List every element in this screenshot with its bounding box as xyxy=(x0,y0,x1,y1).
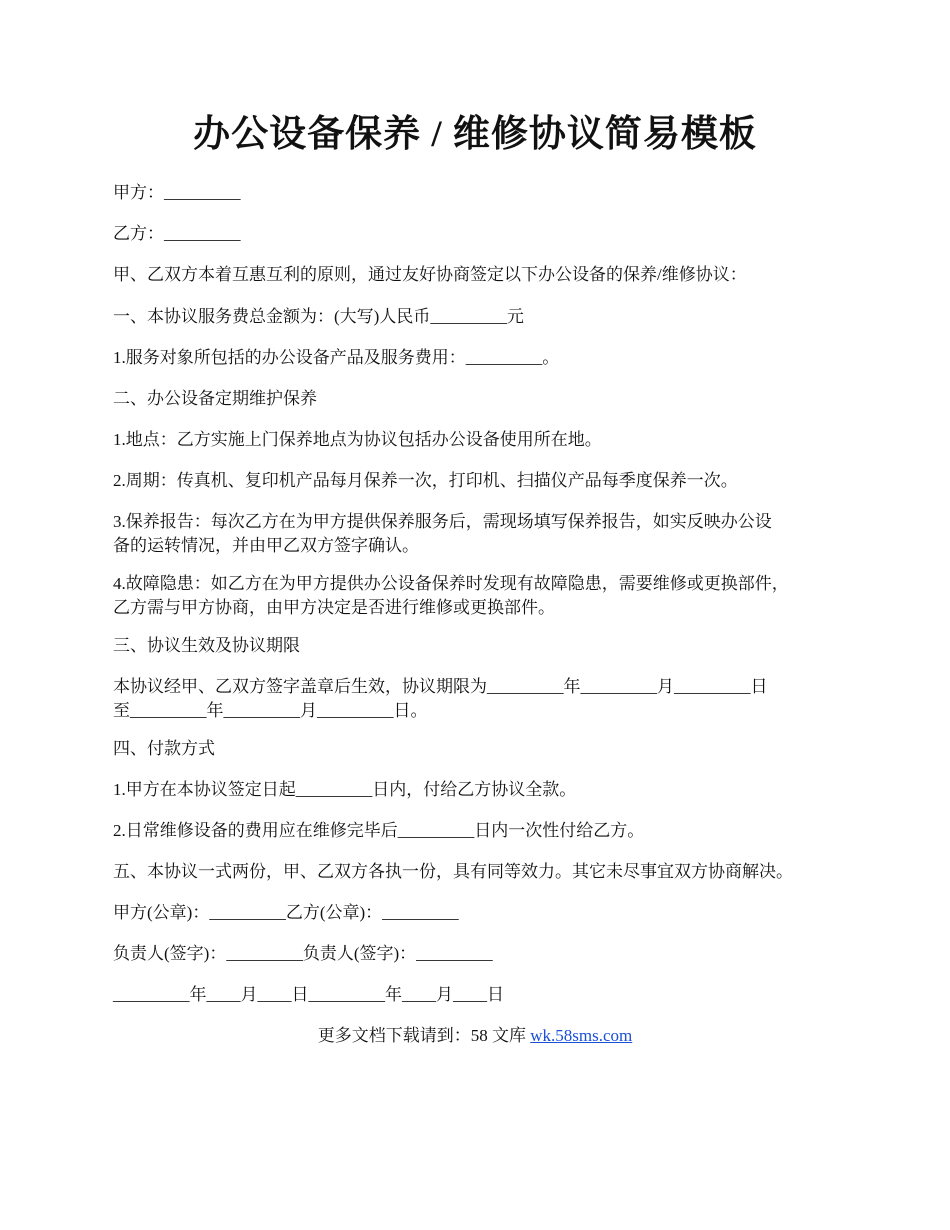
term-line-2: 至_________年_________月_________日。 xyxy=(113,701,428,720)
clause-4-2: 2.日常维修设备的费用应在维修完毕后_________日内一次性付给乙方。 xyxy=(113,821,645,840)
section-1-heading: 一、本协议服务费总金额为：(大写)人民币_________元 xyxy=(113,307,524,326)
date-line: _________年____月____日_________年____月____日 xyxy=(113,985,504,1004)
term-line-1: 本协议经甲、乙双方签字盖章后生效，协议期限为_________年_________月_________日 xyxy=(113,677,768,696)
clause-1-1: 1.服务对象所包括的办公设备产品及服务费用：_________。 xyxy=(113,348,560,367)
clause-2-3-line-2: 备的运转情况，并由甲乙双方签字确认。 xyxy=(113,536,419,555)
section-3-heading: 三、协议生效及协议期限 xyxy=(113,636,300,655)
section-5-paragraph: 五、本协议一式两份，甲、乙双方各执一份，具有同等效力。其它未尽事宜双方协商解决。 xyxy=(113,862,793,881)
party-b-line: 乙方：_________ xyxy=(113,224,241,243)
intro-paragraph: 甲、乙双方本着互惠互利的原则，通过友好协商签定以下办公设备的保养/维修协议： xyxy=(113,265,747,284)
footer-text: 更多文档下载请到：58 文库 xyxy=(317,1026,531,1045)
clause-2-3-line-1: 3.保养报告：每次乙方在为甲方提供保养服务后，需现场填写保养报告，如实反映办公设 xyxy=(113,512,772,531)
party-a-line: 甲方：_________ xyxy=(113,183,241,202)
section-4-heading: 四、付款方式 xyxy=(113,739,215,758)
clause-2-4-line-2: 乙方需与甲方协商，由甲方决定是否进行维修或更换部件。 xyxy=(113,598,555,617)
document-title: 办公设备保养 / 维修协议简易模板 xyxy=(193,114,757,155)
footer xyxy=(0,1024,950,1048)
clause-2-1: 1.地点：乙方实施上门保养地点为协议包括办公设备使用所在地。 xyxy=(113,430,602,449)
clause-2-2: 2.周期：传真机、复印机产品每月保养一次，打印机、扫描仪产品每季度保养一次。 xyxy=(113,471,738,490)
clause-2-4-line-1: 4.故障隐患：如乙方在为甲方提供办公设备保养时发现有故障隐患，需要维修或更换部件， xyxy=(113,574,789,593)
signature-line: 负责人(签字)：_________负责人(签字)：_________ xyxy=(113,944,493,963)
clause-4-1: 1.甲方在本协议签定日起_________日内，付给乙方协议全款。 xyxy=(113,780,577,799)
footer-link[interactable]: wk.58sms.com xyxy=(530,1026,633,1045)
seal-line: 甲方(公章)：_________乙方(公章)：_________ xyxy=(113,903,459,922)
section-2-heading: 二、办公设备定期维护保养 xyxy=(113,389,317,408)
